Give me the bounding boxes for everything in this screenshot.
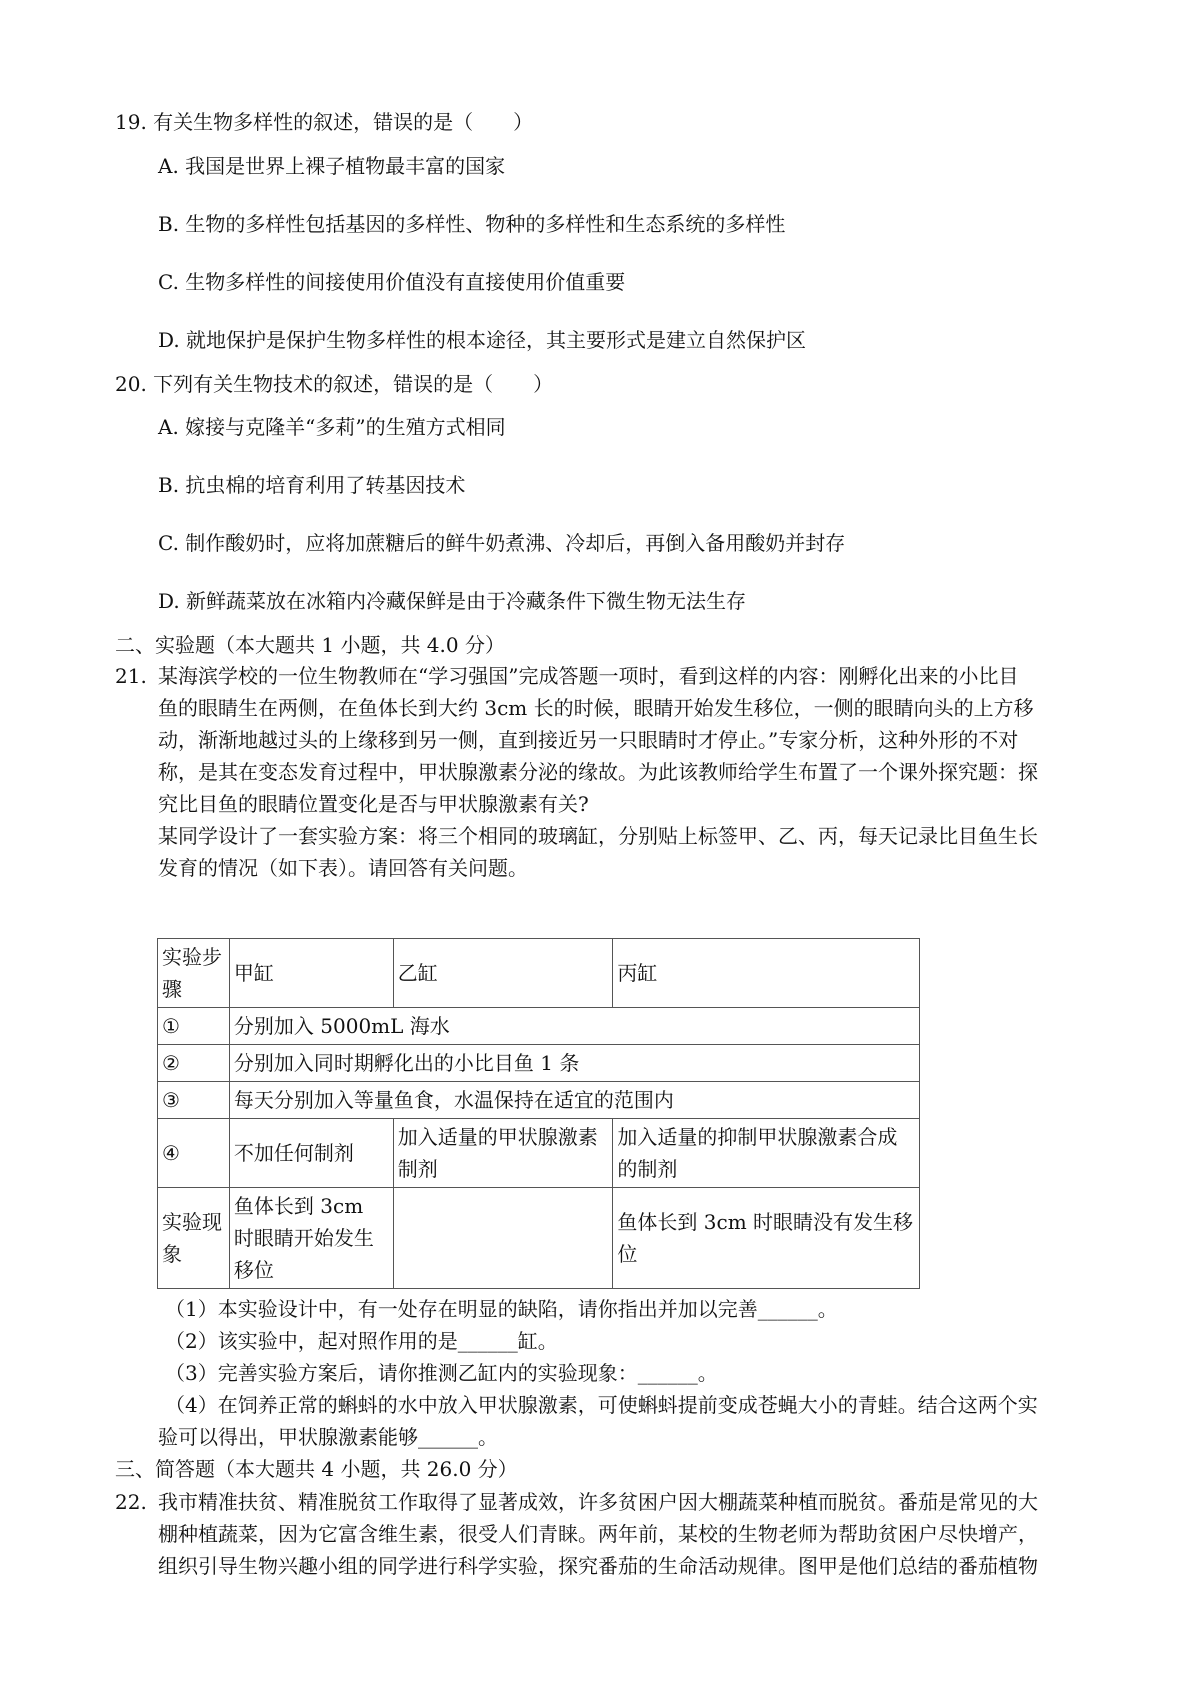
table-cell: 加入适量的抑制甲状腺激素合成的制剂 — [613, 1119, 920, 1188]
q21-line: 动，渐渐地越过头的上缘移到另一侧，直到接近另一只眼睛时才停止。”专家分析，这种外形的不对 — [158, 728, 1019, 752]
table-header-cell: 丙缸 — [613, 939, 920, 1008]
q19-option-b: B. 生物的多样性包括基因的多样性、物种的多样性和生态系统的多样性 — [158, 212, 786, 236]
q20-option-a: A. 嫁接与克隆羊“多莉”的生殖方式相同 — [158, 415, 506, 439]
q21-subquestion-1: （1）本实验设计中，有一处存在明显的缺陷，请你指出并加以完善______。 — [165, 1297, 838, 1321]
q19-option-a: A. 我国是世界上裸子植物最丰富的国家 — [158, 154, 506, 178]
q20-option-d: D. 新鲜蔬菜放在冰箱内冷藏保鲜是由于冷藏条件下微生物无法生存 — [158, 589, 747, 613]
table-cell: 实验现象 — [158, 1188, 230, 1289]
q20-stem: 20. 下列有关生物技术的叙述，错误的是（ ） — [115, 372, 554, 396]
table-cell — [393, 1188, 613, 1289]
q21-line: 鱼的眼睛生在两侧，在鱼体长到大约 3cm 长的时候，眼睛开始发生移位，一侧的眼睛向头的上方移 — [158, 696, 1034, 720]
table-row — [158, 1119, 920, 1188]
table-cell: 分别加入 5000mL 海水 — [229, 1008, 919, 1045]
q22-number: 22. — [115, 1490, 147, 1514]
q21-subquestion-3: （3）完善实验方案后，请你推测乙缸内的实验现象：______。 — [165, 1361, 718, 1385]
q21-line: 某海滨学校的一位生物教师在“学习强国”完成答题一项时，看到这样的内容：刚孵化出来的小比目 — [158, 664, 1019, 688]
q22-line: 棚种植蔬菜，因为它富含维生素，很受人们青睐。两年前，某校的生物老师为帮助贫困户尽快增产， — [158, 1522, 1038, 1546]
table-cell: ④ — [158, 1119, 230, 1188]
table-cell: 鱼体长到 3cm 时眼睛开始发生移位 — [229, 1188, 393, 1289]
q19-option-c: C. 生物多样性的间接使用价值没有直接使用价值重要 — [158, 270, 626, 294]
q20-option-b: B. 抗虫棉的培育利用了转基因技术 — [158, 473, 466, 497]
table-row — [158, 1082, 920, 1119]
q21-subquestion-4-cont: 验可以得出，甲状腺激素能够______。 — [158, 1425, 498, 1449]
q21-body — [158, 660, 1098, 884]
q21-line: 某同学设计了一套实验方案：将三个相同的玻璃缸，分别贴上标签甲、乙、丙，每天记录比目鱼生长 — [158, 824, 1038, 848]
q22-line: 组织引导生物兴趣小组的同学进行科学实验，探究番茄的生命活动规律。图甲是他们总结的番茄植物 — [158, 1554, 1038, 1578]
q21-subquestion-4: （4）在饲养正常的蝌蚪的水中放入甲状腺激素，可使蝌蚪提前变成苍蝇大小的青蛙。结合这两个实 — [165, 1393, 1038, 1417]
table-row — [158, 939, 920, 1008]
table-cell: 加入适量的甲状腺激素制剂 — [393, 1119, 613, 1188]
q21-line: 究比目鱼的眼睛位置变化是否与甲状腺激素有关? — [158, 792, 589, 816]
section-3-heading: 三、简答题（本大题共 4 小题，共 26.0 分） — [115, 1457, 518, 1481]
table-header-cell: 实验步骤 — [158, 939, 230, 1008]
table-cell: 每天分别加入等量鱼食，水温保持在适宜的范围内 — [229, 1082, 919, 1119]
q22-line: 我市精准扶贫、精准脱贫工作取得了显著成效，许多贫困户因大棚蔬菜种植而脱贫。番茄是常见的大 — [158, 1490, 1038, 1514]
table-cell: 分别加入同时期孵化出的小比目鱼 1 条 — [229, 1045, 919, 1082]
section-2-heading: 二、实验题（本大题共 1 小题，共 4.0 分） — [115, 633, 505, 657]
table-row — [158, 1045, 920, 1082]
q21-subquestion-2: （2）该实验中，起对照作用的是______缸。 — [165, 1329, 558, 1353]
table-cell: 鱼体长到 3cm 时眼睛没有发生移位 — [613, 1188, 920, 1289]
q21-line: 发育的情况（如下表）。请回答有关问题。 — [158, 856, 528, 880]
table-row — [158, 1188, 920, 1289]
table-cell: ① — [158, 1008, 230, 1045]
q21-number: 21. — [115, 664, 147, 688]
table-header-cell: 甲缸 — [229, 939, 393, 1008]
q21-line: 称，是其在变态发育过程中，甲状腺激素分泌的缘故。为此该教师给学生布置了一个课外探究题：探 — [158, 760, 1038, 784]
table-cell: ② — [158, 1045, 230, 1082]
experiment-table — [157, 938, 920, 1289]
q19-option-d: D. 就地保护是保护生物多样性的根本途径，其主要形式是建立自然保护区 — [158, 328, 807, 352]
q19-stem: 19. 有关生物多样性的叙述，错误的是（ ） — [115, 110, 534, 134]
table-cell: ③ — [158, 1082, 230, 1119]
q22-body — [158, 1486, 1098, 1582]
table-row — [158, 1008, 920, 1045]
table-cell: 不加任何制剂 — [229, 1119, 393, 1188]
q20-option-c: C. 制作酸奶时，应将加蔗糖后的鲜牛奶煮沸、冷却后，再倒入备用酸奶并封存 — [158, 531, 846, 555]
table-header-cell: 乙缸 — [393, 939, 613, 1008]
